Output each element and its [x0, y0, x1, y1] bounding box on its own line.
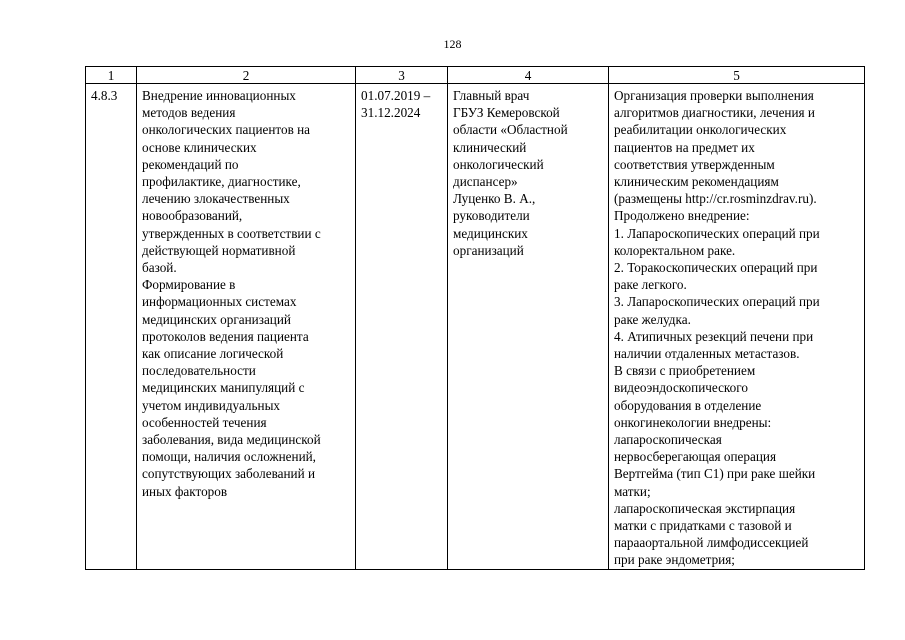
column-header-2: 2	[137, 67, 356, 84]
column-header-5: 5	[609, 67, 865, 84]
period-cell	[356, 84, 448, 570]
column-header-3: 3	[356, 67, 448, 84]
period-text: 01.07.2019 – 31.12.2024	[361, 88, 431, 121]
table-row	[86, 84, 865, 570]
column-header-4: 4	[448, 67, 609, 84]
result-text: Организация проверки выполнения алгоритмов диагностики, лечения и реабилитации онкологических пациентов на предмет их соответствия утвержденным клиническим рекомендациям (размещены http://cr.rosminzdrav.ru). Продолжено внедрение: 1. Лапароскопических операций при колоректальном раке. 2. Торакоскопических операций при раке легкого. 3. Лапароскопических операций при раке желудка. 4. Атипичных резекций печени при наличии отдаленных метастазов. В связи с приобретением видеоэндоскопического оборудования в отделение онкогинекологии внедрены: лапароскопическая нервосберегающая операция Вертгейма (тип С1) при раке шейки матки; лапароскопическая экстирпация матки с придатками с тазовой и парааортальной лимфодиссекцией при раке эндометрия;	[614, 88, 820, 568]
plan-table	[85, 66, 865, 570]
measure-cell	[137, 84, 356, 570]
responsible-cell	[448, 84, 609, 570]
result-cell	[609, 84, 865, 570]
row-id: 4.8.3	[91, 88, 118, 103]
measure-text: Внедрение инновационных методов ведения онкологических пациентов на основе клинических рекомендаций по профилактике, диагностике, лечению злокачественных новообразований, утвержденных в соответствии с действующей нормативной базой. Формирование в информационных системах медицинских организаций протоколов ведения пациента как описание логической последовательности медицинских манипуляций с учетом индивидуальных особенностей течения заболевания, вида медицинской помощи, наличия осложнений, сопутствующих заболеваний и иных факторов	[142, 88, 321, 499]
column-header-1: 1	[86, 67, 137, 84]
page-number: 128	[443, 37, 462, 51]
responsible-text: Главный врач ГБУЗ Кемеровской области «Областной клинический онкологический диспансер» Луценко В. А., руководители медицинских организаций	[453, 88, 568, 258]
row-id-cell	[86, 84, 137, 570]
table-header-row	[86, 67, 865, 84]
